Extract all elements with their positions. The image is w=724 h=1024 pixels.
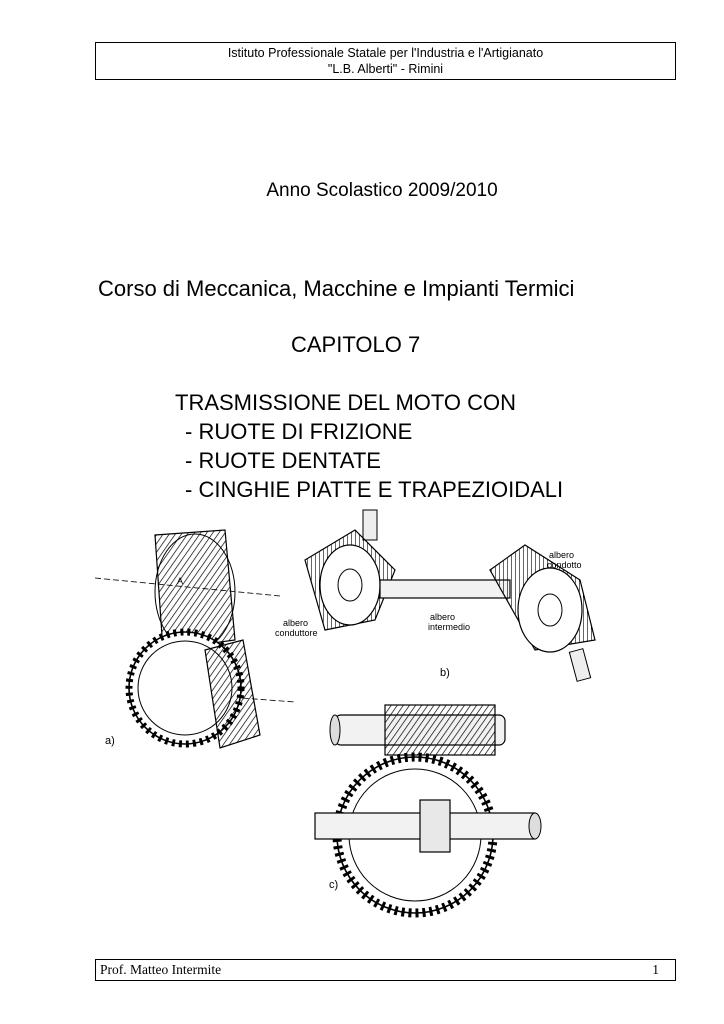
bevel-gears-drawing — [305, 510, 595, 681]
figure-label-c: c) — [329, 879, 339, 891]
label-driven-shaft: albero — [549, 550, 575, 560]
label-intermediate-shaft-2: intermedio — [428, 622, 471, 632]
course-title: Corso di Meccanica, Macchine e Impianti Termici — [98, 276, 575, 301]
institute-header — [95, 42, 676, 80]
topic-heading: TRASMISSIONE DEL MOTO CON — [175, 390, 517, 415]
axis-label-a: A — [177, 576, 184, 586]
topic-item-friction-wheels: - RUOTE DI FRIZIONE — [185, 419, 413, 444]
topic-item-belts: - CINGHIE PIATTE E TRAPEZIOIDALI — [185, 477, 564, 502]
school-year: Anno Scolastico 2009/2010 — [266, 180, 498, 201]
helical-gears-drawing — [95, 530, 295, 748]
topic-item-gear-wheels: - RUOTE DENTATE — [185, 448, 381, 473]
gears-illustration — [95, 500, 625, 930]
page-footer — [95, 959, 676, 981]
label-intermediate-shaft: albero — [430, 612, 456, 622]
worm-gear-drawing — [315, 705, 541, 913]
topic-block — [175, 388, 563, 504]
label-driving-shaft: albero — [283, 618, 309, 628]
page-number: 1 — [652, 962, 659, 977]
label-driving-shaft-2: conduttore — [275, 628, 318, 638]
figure-label-a: a) — [105, 735, 115, 747]
figure-label-b: b) — [440, 667, 450, 679]
institute-name: Istituto Professionale Statale per l'Industria e l'Artigianato — [227, 46, 544, 60]
chapter-title: CAPITOLO 7 — [291, 332, 421, 357]
label-driven-shaft-2: condotto — [547, 560, 582, 570]
institute-location: "L.B. Alberti" - Rimini — [327, 62, 444, 76]
footer-author: Prof. Matteo Intermite — [100, 962, 222, 977]
